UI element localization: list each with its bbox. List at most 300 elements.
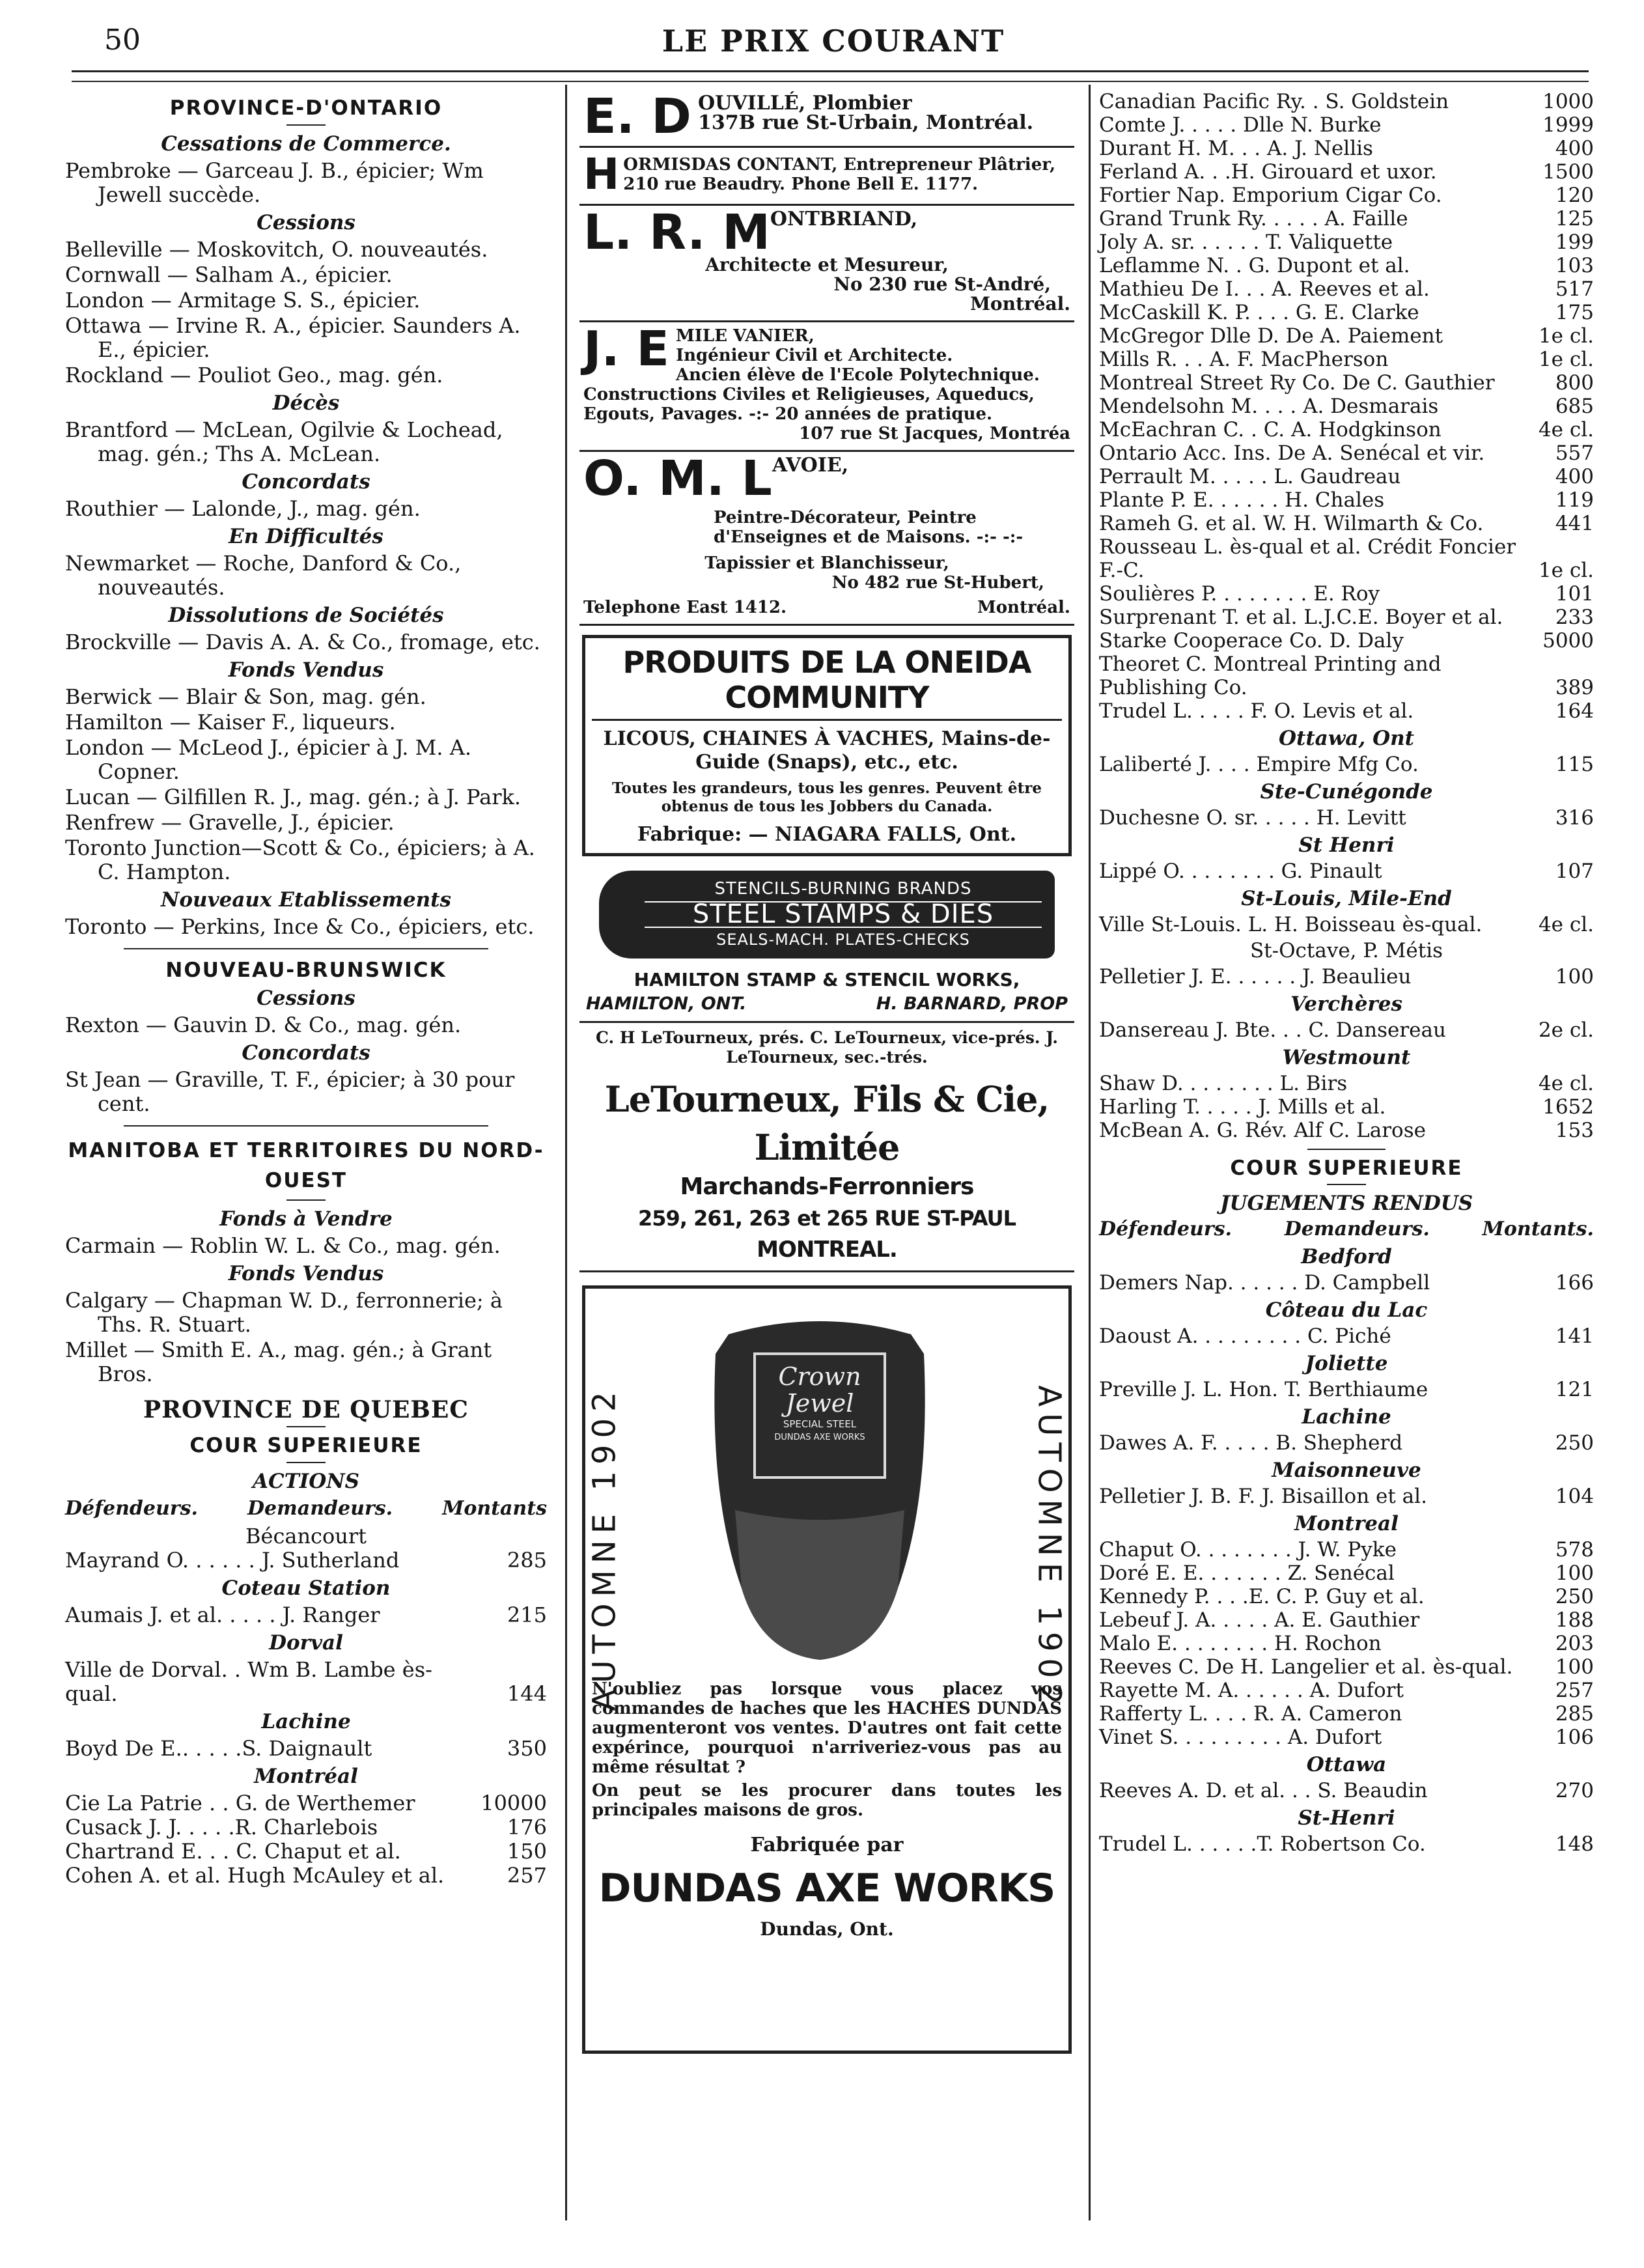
row-amount: 199 bbox=[1555, 231, 1594, 254]
row-text: Ontario Acc. Ins. De A. Senécal et vir. bbox=[1099, 441, 1485, 465]
ad-title: PRODUITS DE LA ONEIDA COMMUNITY bbox=[592, 645, 1062, 721]
row-text: Mendelsohn M. . . . A. Desmarais bbox=[1099, 395, 1439, 418]
table-row bbox=[65, 1840, 547, 1864]
ad-hamilton-stamp bbox=[579, 871, 1074, 1023]
row-text: Theoret C. Montreal Printing and Publishing Co. bbox=[1099, 652, 1442, 699]
ad-line: 259, 261, 263 et 265 RUE ST-PAUL bbox=[638, 1206, 1016, 1231]
subsection-title: Fonds Vendus bbox=[228, 658, 384, 682]
table-row bbox=[1099, 535, 1594, 582]
row-text: Trudel L. . . . . .T. Robertson Co. bbox=[1099, 1832, 1426, 1856]
row-amount: 100 bbox=[1555, 1655, 1594, 1679]
row-amount: 4e cl. bbox=[1538, 913, 1594, 936]
row-text: Leflamme N. . G. Dupont et al. bbox=[1099, 254, 1410, 277]
notice-entry: Pembroke — Garceau J. B., épicier; Wm Jewell succède. bbox=[65, 158, 484, 207]
row-text: Joly A. sr. . . . . . T. Valiquette bbox=[1099, 231, 1393, 254]
subsection-title: Nouveaux Etablissements bbox=[161, 888, 451, 912]
row-amount: 233 bbox=[1555, 606, 1594, 629]
table-row bbox=[1099, 965, 1594, 988]
ad-initial: E. D bbox=[583, 89, 691, 145]
notice-entry: London — Armitage S. S., épicier. bbox=[65, 288, 421, 313]
column-divider-left bbox=[565, 85, 567, 2220]
table-row bbox=[1099, 395, 1594, 418]
row-amount: 441 bbox=[1555, 512, 1594, 535]
ad-line: Peintre-Décorateur, Peintre d'Enseignes et de Maisons. -:- -:- bbox=[714, 508, 1024, 547]
notice-entry: Toronto — Perkins, Ince & Co., épiciers, etc. bbox=[65, 914, 535, 939]
row-text: Rayette M. A. . . . . . A. Dufort bbox=[1099, 1679, 1404, 1702]
table-row bbox=[1099, 207, 1594, 231]
table-row bbox=[1099, 231, 1594, 254]
row-text: Lippé O. . . . . . . . G. Pinault bbox=[1099, 860, 1382, 883]
ad-line: OUVILLÉ, Plombier bbox=[698, 92, 912, 115]
row-amount: 100 bbox=[1555, 1561, 1594, 1585]
table-row bbox=[1099, 1378, 1594, 1401]
row-text: Aumais J. et al. . . . . J. Ranger bbox=[65, 1603, 380, 1627]
row-text: Vinet S. . . . . . . . . A. Dufort bbox=[1099, 1726, 1382, 1749]
place-heading: St Henri bbox=[1298, 833, 1395, 857]
table-row bbox=[1099, 582, 1594, 606]
table-row bbox=[65, 1815, 547, 1840]
ad-line: C. H LeTourneux, prés. C. LeTourneux, vice-prés. J. LeTourneux, sec.-trés. bbox=[596, 1028, 1058, 1067]
row-amount: 106 bbox=[1555, 1726, 1594, 1749]
row-text: Rafferty L. . . . R. A. Cameron bbox=[1099, 1702, 1402, 1726]
row-amount: 285 bbox=[1555, 1702, 1594, 1726]
page-header bbox=[104, 23, 1563, 63]
place-heading: Bedford bbox=[1301, 1245, 1392, 1268]
row-text: Doré E. E. . . . . . . Z. Senécal bbox=[1099, 1561, 1395, 1585]
row-amount: 10000 bbox=[481, 1791, 547, 1815]
table-row bbox=[1099, 1726, 1594, 1749]
place-heading: Ste-Cunégonde bbox=[1260, 780, 1433, 804]
row-text: McGregor Dlle D. De A. Paiement bbox=[1099, 324, 1443, 348]
row-amount: 257 bbox=[507, 1863, 547, 1888]
court-title: COUR SUPERIEURE bbox=[1230, 1156, 1463, 1180]
ad-douville bbox=[579, 90, 1074, 148]
table-row bbox=[1099, 1072, 1594, 1095]
table-row bbox=[1099, 1779, 1594, 1802]
row-text: Ferland A. . .H. Girouard et uxor. bbox=[1099, 160, 1437, 184]
row-text: Lebeuf J. A. . . . . A. E. Gauthier bbox=[1099, 1608, 1420, 1632]
row-amount: 250 bbox=[1555, 1431, 1594, 1455]
left-column bbox=[65, 90, 547, 1888]
notice-entry: Rexton — Gauvin D. & Co., mag. gén. bbox=[65, 1013, 462, 1037]
ad-line: AVOIE, bbox=[772, 454, 849, 477]
ad-line: Fabriquée par bbox=[750, 1834, 904, 1856]
place-heading: Maisonneuve bbox=[1272, 1459, 1421, 1482]
place-heading: Ottawa bbox=[1306, 1753, 1387, 1776]
row-text: Cohen A. et al. Hugh McAuley et al. bbox=[65, 1863, 445, 1888]
subsection-title: Cessions bbox=[257, 987, 355, 1010]
divider bbox=[286, 1462, 326, 1463]
place-heading: Bécancourt bbox=[245, 1524, 367, 1548]
row-text: Duchesne O. sr. . . . . H. Levitt bbox=[1099, 806, 1406, 830]
header-rule-2 bbox=[72, 81, 1589, 82]
row-text: Rameh G. et al. W. H. Wilmarth & Co. bbox=[1099, 512, 1484, 535]
row-amount: 121 bbox=[1555, 1378, 1594, 1401]
subsection-title: Fonds à Vendre bbox=[219, 1207, 393, 1231]
row-text: Montreal Street Ry Co. De C. Gauthier bbox=[1099, 371, 1495, 395]
table-row bbox=[1099, 1431, 1594, 1455]
court-title: COUR SUPERIEURE bbox=[189, 1434, 423, 1457]
row-amount: 120 bbox=[1555, 184, 1594, 207]
row-text: Pelletier J. B. F. J. Bisaillon et al. bbox=[1099, 1485, 1427, 1508]
notice-entry: Routhier — Lalonde, J., mag. gén. bbox=[65, 496, 421, 521]
row-text: Ville de Dorval. . Wm B. Lambe ès-qual. bbox=[65, 1657, 432, 1706]
row-amount: 1652 bbox=[1542, 1095, 1594, 1119]
row-amount: 517 bbox=[1555, 277, 1594, 301]
table-row bbox=[1099, 1119, 1594, 1142]
subsection-title: ACTIONS bbox=[252, 1470, 360, 1493]
subsection-title: Fonds Vendus bbox=[228, 1262, 384, 1285]
table-row bbox=[65, 1864, 547, 1888]
table-row bbox=[1099, 465, 1594, 488]
header-defendeurs: Défendeurs. bbox=[1099, 1218, 1232, 1240]
row-amount: 1000 bbox=[1542, 90, 1594, 113]
ad-lavoie bbox=[579, 452, 1074, 626]
table-row bbox=[1099, 301, 1594, 324]
row-amount: 104 bbox=[1555, 1485, 1594, 1508]
row-amount: 2e cl. bbox=[1538, 1018, 1594, 1042]
table-row bbox=[1099, 348, 1594, 371]
row-amount: 257 bbox=[1555, 1679, 1594, 1702]
table-row bbox=[1099, 860, 1594, 883]
running-title: LE PRIX COURANT bbox=[662, 23, 1005, 59]
notice-entry: Berwick — Blair & Son, mag. gén. bbox=[65, 684, 426, 709]
place-heading: Lachine bbox=[1302, 1405, 1391, 1429]
notice-entry: Newmarket — Roche, Danford & Co., nouveautés. bbox=[65, 551, 462, 600]
table-row bbox=[1099, 441, 1594, 465]
table-row bbox=[1099, 1608, 1594, 1632]
row-amount: 215 bbox=[507, 1603, 547, 1627]
row-amount: 389 bbox=[1555, 676, 1594, 699]
subsection-title: JUGEMENTS RENDUS bbox=[1219, 1192, 1473, 1215]
row-amount: 141 bbox=[1555, 1324, 1594, 1348]
middle-column-ads bbox=[579, 90, 1074, 2063]
place-heading: Lachine bbox=[261, 1710, 351, 1733]
row-text: Pelletier J. E. . . . . . J. Beaulieu bbox=[1099, 965, 1412, 988]
row-amount: 5000 bbox=[1542, 629, 1594, 652]
row-text: Plante P. E. . . . . . H. Chales bbox=[1099, 488, 1385, 512]
brand-crown: Crown bbox=[778, 1362, 861, 1391]
row-amount: 685 bbox=[1555, 395, 1594, 418]
subsection-title: Cessions bbox=[257, 211, 355, 234]
place-heading: Coteau Station bbox=[221, 1576, 391, 1600]
table-row bbox=[1099, 1832, 1594, 1856]
table-row bbox=[1099, 1679, 1594, 1702]
row-text: Demers Nap. . . . . . D. Campbell bbox=[1099, 1271, 1430, 1295]
divider bbox=[124, 1125, 488, 1127]
section-title-quebec: PROVINCE DE QUEBEC bbox=[143, 1396, 469, 1423]
place-heading: Ottawa, Ont bbox=[1279, 727, 1414, 750]
row-amount: 400 bbox=[1555, 465, 1594, 488]
ad-line: H. BARNARD, PROP bbox=[876, 994, 1068, 1014]
subsection-title: Décès bbox=[272, 391, 340, 415]
ad-line: ONTBRIAND, bbox=[770, 208, 918, 231]
ad-title: LeTourneux, Fils & Cie, Limitée bbox=[604, 1078, 1050, 1168]
row-text: Shaw D. . . . . . . . L. Birs bbox=[1099, 1072, 1348, 1095]
row-amount: 144 bbox=[507, 1681, 547, 1706]
row-text: Preville J. L. Hon. T. Berthiaume bbox=[1099, 1378, 1428, 1401]
row-amount: 1e cl. bbox=[1538, 559, 1594, 582]
row-text: Reeves A. D. et al. . . S. Beaudin bbox=[1099, 1779, 1428, 1802]
stamp-banner bbox=[599, 871, 1055, 959]
notice-entry: Brantford — McLean, Ogilvie & Lochead, mag. gén.; Ths A. McLean. bbox=[65, 417, 503, 466]
row-amount: 250 bbox=[1555, 1585, 1594, 1608]
divider bbox=[286, 124, 326, 126]
table-row bbox=[1099, 371, 1594, 395]
notice-entry: Belleville — Moskovitch, O. nouveautés. bbox=[65, 237, 488, 262]
brand-jewel: Jewel bbox=[785, 1389, 854, 1418]
row-text: Soulières P. . . . . . . . E. Roy bbox=[1099, 582, 1380, 606]
ad-title: DUNDAS AXE WORKS bbox=[598, 1866, 1055, 1911]
row-text: Durant H. M. . . A. J. Nellis bbox=[1099, 137, 1373, 160]
row-text: Reeves C. De H. Langelier et al. ès-qual. bbox=[1099, 1655, 1513, 1679]
table-row bbox=[1099, 1655, 1594, 1679]
row-amount: 101 bbox=[1555, 582, 1594, 606]
notice-entry: Renfrew — Gravelle, J., épicier. bbox=[65, 810, 395, 835]
stamp-line: STEEL STAMPS & DIES bbox=[645, 901, 1042, 928]
table-row bbox=[1099, 418, 1594, 441]
notice-entry: Cornwall — Salham A., épicier. bbox=[65, 262, 393, 287]
ad-line: MONTREAL. bbox=[757, 1237, 897, 1263]
side-text-right: AUTOMNE 1902 bbox=[1031, 1385, 1068, 1711]
table-row bbox=[1099, 277, 1594, 301]
table-row bbox=[65, 1658, 547, 1706]
stamp-line: SEALS-MACH. PLATES-CHECKS bbox=[716, 931, 970, 949]
ad-paragraph: On peut se les procurer dans toutes les principales maisons de gros. bbox=[592, 1781, 1062, 1820]
row-text: Mayrand O. . . . . . J. Sutherland bbox=[65, 1548, 400, 1573]
notice-entry: Rockland — Pouliot Geo., mag. gén. bbox=[65, 363, 443, 387]
table-row bbox=[1099, 1632, 1594, 1655]
row-amount: 4e cl. bbox=[1538, 1072, 1594, 1095]
row-text: Daoust A. . . . . . . . . C. Piché bbox=[1099, 1324, 1391, 1348]
notice-entry: Millet — Smith E. A., mag. gén.; à Grant Bros. bbox=[65, 1337, 492, 1386]
ad-line: LICOUS, CHAINES À VACHES, Mains-de-Guide (Snaps), etc., etc. bbox=[603, 727, 1051, 774]
table-row bbox=[1099, 806, 1594, 830]
section-title-nouveau-brunswick: NOUVEAU-BRUNSWICK bbox=[165, 959, 447, 982]
row-amount: 176 bbox=[507, 1815, 547, 1840]
ad-line: Ingénieur Civil et Architecte. bbox=[675, 346, 953, 365]
row-text: McCaskill K. P. . . . G. E. Clarke bbox=[1099, 301, 1419, 324]
ad-line: 137B rue St-Urbain, Montréal. bbox=[698, 111, 1034, 134]
row-amount: 270 bbox=[1555, 1779, 1594, 1802]
row-text: Ville St-Louis. L. H. Boisseau ès-qual. bbox=[1099, 913, 1483, 936]
header-montants: Montants. bbox=[1482, 1218, 1594, 1240]
row-amount: 316 bbox=[1555, 806, 1594, 830]
ad-phone: Telephone East 1412. bbox=[583, 598, 787, 617]
ad-letourneux bbox=[579, 1023, 1074, 1272]
table-row bbox=[1099, 1018, 1594, 1042]
place-heading: Joliette bbox=[1305, 1352, 1388, 1375]
table-row bbox=[1099, 137, 1594, 160]
row-text: Laliberté J. . . . Empire Mfg Co. bbox=[1099, 753, 1419, 776]
table-row bbox=[1099, 512, 1594, 535]
header-demandeurs: Demandeurs. bbox=[1284, 1218, 1430, 1240]
notice-entry: Brockville — Davis A. A. & Co., fromage, etc. bbox=[65, 630, 540, 654]
column-headers bbox=[1099, 1218, 1594, 1241]
table-row bbox=[1099, 652, 1594, 699]
notice-entry: St Jean — Graville, T. F., épicier; à 30 pour cent. bbox=[65, 1067, 515, 1116]
row-amount: 557 bbox=[1555, 441, 1594, 465]
subsection-title: Cessations de Commerce. bbox=[161, 132, 451, 156]
ad-line: MILE VANIER, bbox=[675, 326, 815, 346]
table-row bbox=[1099, 1095, 1594, 1119]
row-text: Cusack J. J. . . . .R. Charlebois bbox=[65, 1815, 378, 1840]
table-row bbox=[65, 1737, 547, 1761]
row-text: Chartrand E. . . C. Chaput et al. bbox=[65, 1839, 401, 1864]
table-row bbox=[65, 1791, 547, 1815]
ad-line: Ancien élève de l'Ecole Polytechnique. Constructions Civiles et Religieuses, Aqueducs, Egouts, Pavages. -:- 20 années de pratique. bbox=[583, 365, 1040, 424]
header-rule bbox=[72, 70, 1589, 72]
row-amount: 203 bbox=[1555, 1632, 1594, 1655]
table-row bbox=[1099, 324, 1594, 348]
row-amount: 175 bbox=[1555, 301, 1594, 324]
row-amount: 150 bbox=[507, 1839, 547, 1864]
row-amount: 285 bbox=[507, 1548, 547, 1573]
ad-initial: O. M. L bbox=[583, 451, 772, 507]
row-amount: 1e cl. bbox=[1538, 324, 1594, 348]
row-text: Canadian Pacific Ry. . S. Goldstein bbox=[1099, 90, 1449, 113]
row-amount: 119 bbox=[1555, 488, 1594, 512]
table-row bbox=[1099, 1324, 1594, 1348]
place-heading: Verchères bbox=[1290, 992, 1402, 1016]
row-text: Rousseau L. ès-qual et al. Crédit Foncier F.-C. bbox=[1099, 535, 1516, 582]
notice-entry: Toronto Junction—Scott & Co., épiciers; à A. C. Hampton. bbox=[65, 835, 535, 884]
ad-montbriand bbox=[579, 206, 1074, 322]
row-text: Dansereau J. Bte. . . C. Dansereau bbox=[1099, 1018, 1446, 1042]
place-heading: Dorval bbox=[269, 1631, 343, 1655]
row-text: Starke Cooperace Co. D. Daly bbox=[1099, 629, 1404, 652]
place-heading: Montreal bbox=[1294, 1512, 1399, 1535]
ad-city: Montréal. bbox=[977, 598, 1070, 617]
row-amount: 578 bbox=[1555, 1538, 1594, 1561]
ad-line: No 230 rue St-André, bbox=[833, 273, 1051, 295]
notice-entry: Hamilton — Kaiser F., liqueurs. bbox=[65, 710, 396, 735]
place-heading: St-Louis, Mile-End bbox=[1241, 887, 1452, 910]
table-row bbox=[1099, 913, 1594, 936]
row-text: McEachran C. . C. A. Hodgkinson bbox=[1099, 418, 1442, 441]
table-row bbox=[1099, 184, 1594, 207]
notice-entry: Carmain — Roblin W. L. & Co., mag. gén. bbox=[65, 1233, 501, 1258]
row-text: Grand Trunk Ry. . . . . A. Faille bbox=[1099, 207, 1408, 231]
column-divider-right bbox=[1089, 85, 1091, 2220]
section-title-ontario: PROVINCE-D'ONTARIO bbox=[169, 96, 443, 120]
table-row bbox=[65, 1603, 547, 1627]
ad-initial: H bbox=[583, 149, 620, 199]
place-heading: St-Henri bbox=[1298, 1806, 1395, 1830]
ad-line: Architecte et Mesureur, bbox=[705, 254, 949, 275]
table-row bbox=[1099, 90, 1594, 113]
row-amount: 148 bbox=[1555, 1832, 1594, 1856]
ad-initial: L. R. M bbox=[583, 204, 770, 260]
table-row bbox=[1099, 629, 1594, 652]
row-amount: 1999 bbox=[1542, 113, 1594, 137]
table-row bbox=[1099, 1271, 1594, 1295]
row-amount: 1e cl. bbox=[1538, 348, 1594, 371]
row-text: Comte J. . . . . Dlle N. Burke bbox=[1099, 113, 1382, 137]
row-text: Chaput O. . . . . . . . J. W. Pyke bbox=[1099, 1538, 1397, 1561]
table-row bbox=[1099, 1702, 1594, 1726]
brand-steel: SPECIAL STEEL bbox=[783, 1418, 857, 1430]
table-row bbox=[65, 1548, 547, 1573]
row-text: Malo E. . . . . . . . H. Rochon bbox=[1099, 1632, 1382, 1655]
ad-line: Fabrique: — NIAGARA FALLS, Ont. bbox=[637, 823, 1017, 846]
row-amount: 164 bbox=[1555, 699, 1594, 723]
table-row bbox=[1099, 606, 1594, 629]
row-text: Dawes A. F. . . . . B. Shepherd bbox=[1099, 1431, 1403, 1455]
page-number: 50 bbox=[104, 23, 141, 57]
subsection-title: Dissolutions de Sociétés bbox=[168, 604, 444, 627]
ad-initial: J. E bbox=[583, 321, 669, 377]
column-headers bbox=[65, 1496, 547, 1520]
header-montants: Montants bbox=[442, 1497, 547, 1520]
row-amount: 400 bbox=[1555, 137, 1594, 160]
ad-line: Dundas, Ont. bbox=[760, 1918, 894, 1940]
row-amount: 800 bbox=[1555, 371, 1594, 395]
ad-line: Montréal. bbox=[969, 293, 1070, 315]
divider bbox=[286, 1426, 326, 1427]
notice-entry: Ottawa — Irvine R. A., épicier. Saunders A. E., épicier. bbox=[65, 313, 521, 362]
side-text-left: AUTOMNE 1902 bbox=[586, 1385, 623, 1711]
row-text: Cie La Patrie . . G. de Werthemer bbox=[65, 1791, 415, 1815]
row-text: Boyd De E.. . . . .S. Daignault bbox=[65, 1736, 372, 1761]
ad-line: HAMILTON STAMP & STENCIL WORKS, bbox=[634, 969, 1020, 990]
place-heading: St-Octave, P. Métis bbox=[1249, 939, 1443, 962]
row-text: McBean A. G. Rév. Alf C. Larose bbox=[1099, 1119, 1426, 1142]
row-amount: 100 bbox=[1555, 965, 1594, 988]
row-amount: 350 bbox=[507, 1736, 547, 1761]
ad-line: HAMILTON, ONT. bbox=[586, 994, 747, 1014]
row-amount: 188 bbox=[1555, 1608, 1594, 1632]
row-amount: 115 bbox=[1555, 753, 1594, 776]
subsection-title: En Difficultés bbox=[229, 525, 383, 548]
table-row bbox=[1099, 160, 1594, 184]
table-row bbox=[1099, 1538, 1594, 1561]
table-row bbox=[1099, 753, 1594, 776]
place-heading: Côteau du Lac bbox=[1265, 1298, 1428, 1322]
ad-line: Marchands-Ferronniers bbox=[680, 1173, 974, 1200]
table-row bbox=[1099, 254, 1594, 277]
row-amount: 107 bbox=[1555, 860, 1594, 883]
table-row bbox=[1099, 699, 1594, 723]
ad-dundas-axe bbox=[582, 1285, 1072, 2054]
row-text: Kennedy P. . . .E. C. P. Guy et al. bbox=[1099, 1585, 1425, 1608]
stamp-line: STENCILS-BURNING BRANDS bbox=[714, 879, 972, 899]
ad-oneida bbox=[582, 635, 1072, 856]
ad-paragraph: N'oubliez pas lorsque vous placez vos commandes de haches que les HACHES DUNDAS augmenteront vos ventes. D'autres ont fait cette expérince, pourquoi n'arriveriez-vous pas au même résultat ? bbox=[592, 1679, 1062, 1777]
brand-maker: DUNDAS AXE WORKS bbox=[774, 1433, 865, 1442]
ad-contant bbox=[579, 148, 1074, 206]
notice-entry: London — McLeod J., épicier à J. M. A. Copner. bbox=[65, 735, 472, 784]
table-row bbox=[1099, 113, 1594, 137]
row-amount: 166 bbox=[1555, 1271, 1594, 1295]
row-text: Mathieu De I. . . A. Reeves et al. bbox=[1099, 277, 1430, 301]
row-amount: 103 bbox=[1555, 254, 1594, 277]
subsection-title: Concordats bbox=[242, 1041, 370, 1065]
row-text: Fortier Nap. Emporium Cigar Co. bbox=[1099, 184, 1442, 207]
row-amount: 153 bbox=[1555, 1119, 1594, 1142]
row-text: Mills R. . . A. F. MacPherson bbox=[1099, 348, 1389, 371]
ad-line: No 482 rue St-Hubert, bbox=[831, 573, 1044, 593]
header-defendeurs: Défendeurs. bbox=[65, 1497, 198, 1520]
ad-line: Tapissier et Blanchisseur, bbox=[704, 553, 949, 573]
right-column bbox=[1099, 90, 1594, 1856]
place-heading: Montréal bbox=[254, 1765, 358, 1788]
divider bbox=[124, 948, 488, 949]
table-row bbox=[1099, 1561, 1594, 1585]
divider bbox=[286, 1199, 326, 1201]
header-demandeurs: Demandeurs. bbox=[247, 1497, 393, 1520]
row-amount: 1500 bbox=[1542, 160, 1594, 184]
